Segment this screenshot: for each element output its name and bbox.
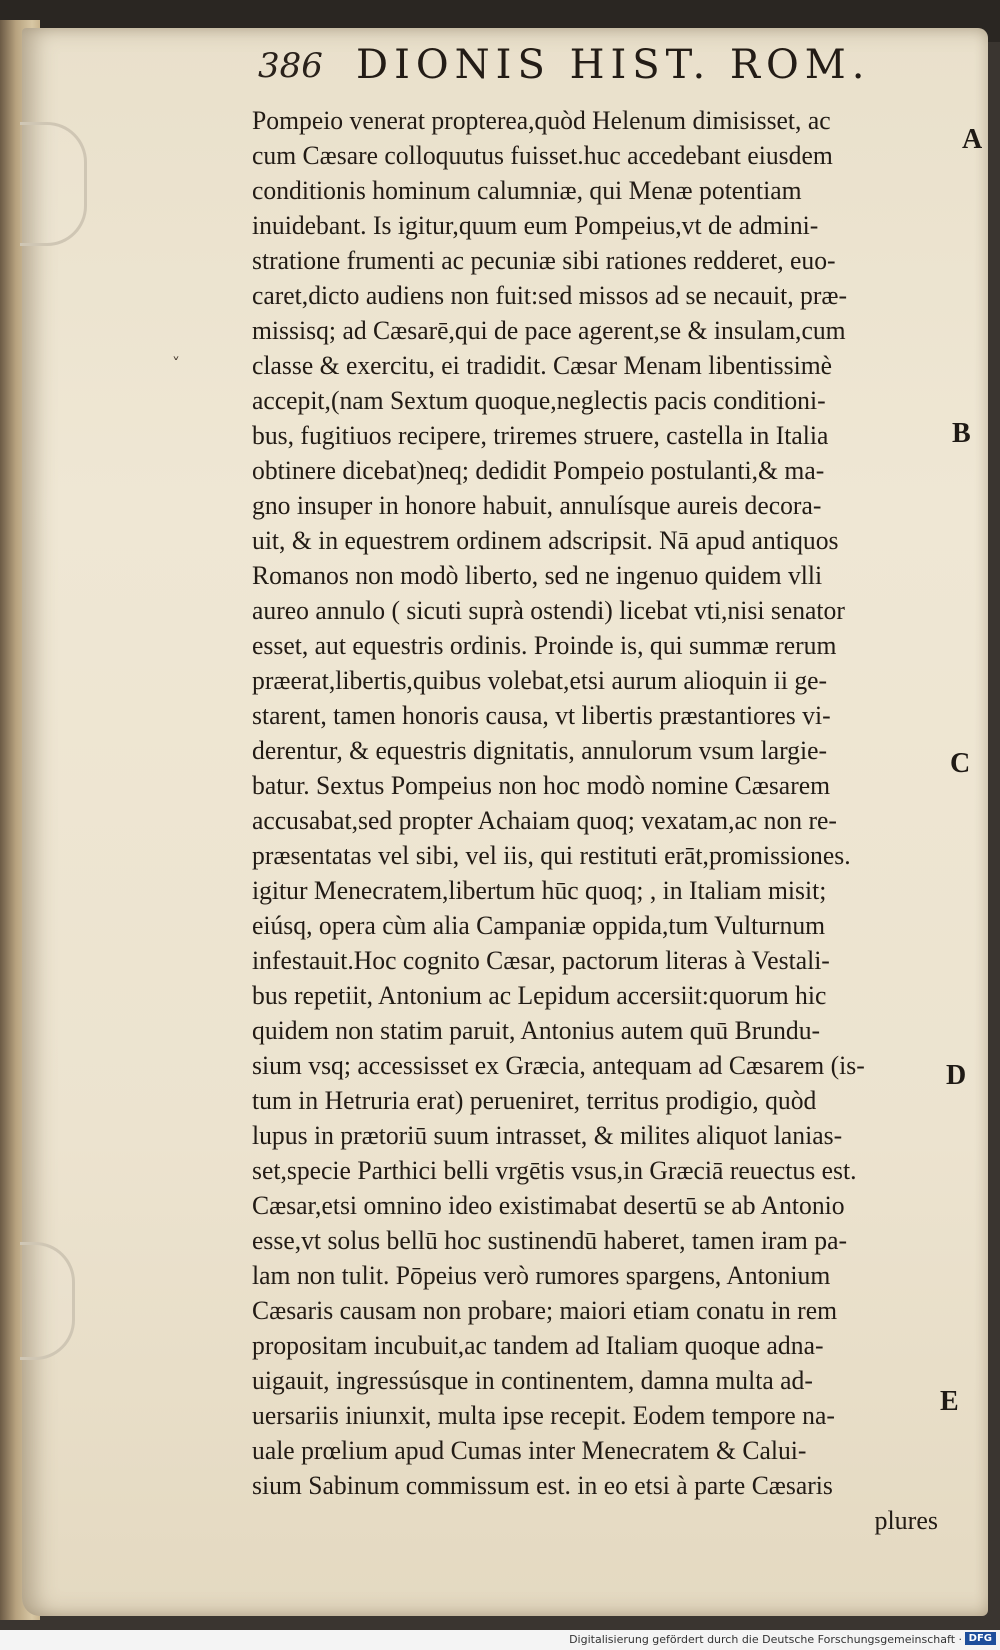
text-line: missisq; ad Cæsarē,qui de pace agerent,se & insulam,cum [252,316,846,345]
text-line: accepit,(nam Sextum quoque,neglectis pacis conditioni- [252,386,826,415]
text-line: infestauit.Hoc cognito Cæsar, pactorum literas à Vestali- [252,946,830,975]
ink-speck: ˅ [172,354,180,373]
marginal-letter-e: E [940,1386,959,1417]
text-line: aureo annulo ( sicuti suprà ostendi) licebat vti,nisi senator [252,596,845,625]
text-line: sium Sabinum commissum est. in eo etsi à parte Cæsaris [252,1471,833,1500]
text-line: eiúsq, opera cùm alia Campaniæ oppida,tum Vulturnum [252,911,826,940]
text-line: lam non tulit. Pōpeius verò rumores spargens, Antonium [252,1261,831,1290]
text-line: Pompeio venerat propterea,quòd Helenum dimisisset, ac [252,106,831,135]
text-line: stratione frumenti ac pecuniæ sibi rationes redderet, euo- [252,246,836,275]
page-clip-bottom [20,1242,75,1360]
text-line: bus, fugitiuos recipere, triremes struere, castella in Italia [252,421,829,450]
text-line: obtinere dicebat)neq; dedidit Pompeio postulanti,& ma- [252,456,825,485]
text-line: igitur Menecratem,libertum hūc quoq; , in Italiam misit; [252,876,827,905]
text-line: starent, tamen honoris causa, vt libertis præstantiores vi- [252,701,831,730]
text-line: conditionis hominum calumniæ, qui Menæ potentiam [252,176,802,205]
running-head: DIONIS HIST. ROM. [356,42,871,88]
text-line: esse,vt solus bellū hoc sustinendū haberet, tamen iram pa- [252,1226,848,1255]
text-line: uersariis iniunxit, multa ipse recepit. Eodem tempore na- [252,1401,835,1430]
text-block [252,103,952,1538]
page-clip-top [20,122,87,246]
dfg-logo: DFG [965,1632,996,1645]
text-line: uigauit, ingressúsque in continentem, damna multa ad- [252,1366,813,1395]
page-number: 386 [258,46,323,86]
text-line: Cæsaris causam non probare; maiori etiam conatu in rem [252,1296,838,1325]
text-line: set,specie Parthici belli vrgētis vsus,in Græciā reuectus est. [252,1156,857,1185]
text-line: plures [874,1506,938,1535]
text-line: cum Cæsare colloquutus fuisset.huc accedebant eiusdem [252,141,833,170]
text-line: præerat,libertis,quibus volebat,etsi aurum alioquin ii ge- [252,666,828,695]
text-line: Cæsar,etsi omnino ideo existimabat desertū se ab Antonio [252,1191,845,1220]
text-line: uale prœlium apud Cumas inter Menecratem & Calui- [252,1436,807,1465]
marginal-letter-d: D [946,1060,967,1091]
text-line: Romanos non modò liberto, sed ne ingenuo quidem vlli [252,561,823,590]
marginal-letter-c: C [950,748,971,779]
marginal-letter-b: B [952,418,971,449]
footer-credit: Digitalisierung gefördert durch die Deutsche Forschungsgemeinschaft · [569,1633,962,1646]
text-line: inuidebant. Is igitur,quum eum Pompeius,vt de admini- [252,211,819,240]
text-line: gno insuper in honore habuit, annulísque aureis decora- [252,491,822,520]
text-line: quidem non statim paruit, Antonius autem quū Brundu- [252,1016,821,1045]
text-line: præsentatas vel sibi, vel iis, qui restituti erāt,promissiones. [252,841,851,870]
text-line: accusabat,sed propter Achaiam quoq; vexatam,ac non re- [252,806,837,835]
text-line: sium vsq; accessisset ex Græcia, antequam ad Cæsarem (is- [252,1051,865,1080]
marginal-letter-a: A [962,124,983,155]
text-line: batur. Sextus Pompeius non hoc modò nomine Cæsarem [252,771,831,800]
text-line: derentur, & equestris dignitatis, annulorum vsum largie- [252,736,828,765]
text-line: bus repetiit, Antonium ac Lepidum accersiit:quorum hic [252,981,827,1010]
text-line: tum in Hetruria erat) perueniret, territus prodigio, quòd [252,1086,817,1115]
text-line: classe & exercitu, ei tradidit. Cæsar Menam libentissimè [252,351,833,380]
text-line: lupus in prætoriū suum intrasset, & milites aliquot lanias- [252,1121,843,1150]
text-line: propositam incubuit,ac tandem ad Italiam quoque adna- [252,1331,824,1360]
text-line: caret,dicto audiens non fuit:sed missos ad se necauit, præ- [252,281,848,310]
text-line: esset, aut equestris ordinis. Proinde is, qui summæ rerum [252,631,837,660]
text-line: uit, & in equestrem ordinem adscripsit. Nā apud antiquos [252,526,839,555]
